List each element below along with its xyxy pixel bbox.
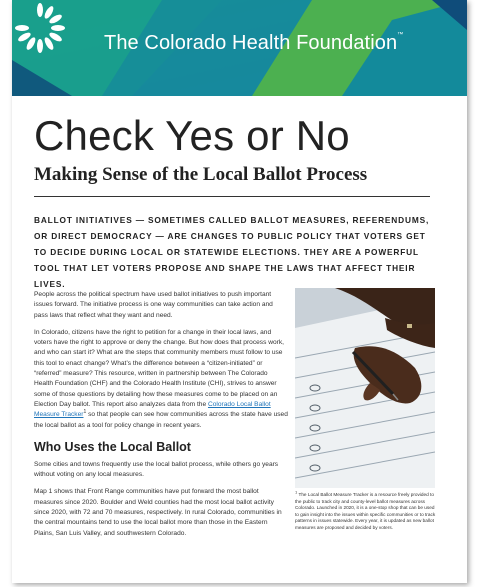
section-heading: Who Uses the Local Ballot — [34, 439, 191, 454]
footnote — [295, 489, 437, 532]
org-name-text: The Colorado Health Foundation — [104, 32, 398, 54]
body-paragraph-2-text: In Colorado, citizens have the right to petition for a change in their local laws, and voters have the right to approve or deny the change. But how does that process work, and who can start it? What are the steps that community members must follow to use this tool to enact change? What’s the difference between a “citizen-initiated” or “referred” measure? This resource, written in partnership between The Colorado Health Foundation (CHF) and the Colorado Health Institute (CHI), strives to answer some of those questions by detailing how these measures come to be placed on an Election Day ballot. This report also analyzes data from the — [34, 328, 284, 408]
body-paragraph-2-end: so that people can see how communities across the state have used the local ballot as a tool for policy change in recent years. — [34, 411, 288, 429]
body-paragraph-2 — [34, 328, 288, 431]
document-subtitle: Making Sense of the Local Ballot Process — [34, 164, 368, 185]
ballot-photo — [295, 288, 435, 488]
body-paragraph-4: Map 1 shows that Front Range communities have put forward the most ballot measures since 2020. Boulder and Weld counties had the most local ballot activity since 2020, with 72 and 70 measures, respectively. In rural Colorado, communities in the central mountains tend to use the local ballot more than those in the Eastern Plains, San Luis Valley, and southwestern Colorado. — [34, 488, 282, 537]
document-title: Check Yes or No — [34, 112, 350, 159]
ballot-photo-image — [295, 288, 435, 488]
title-divider — [34, 196, 430, 197]
document-page — [12, 0, 467, 583]
ballot-tracker-link[interactable]: Colorado Local Ballot Measure Tracker — [34, 400, 271, 419]
lead-paragraph: BALLOT INITIATIVES — SOMETIMES CALLED BALLOT MEASURES, REFERENDUMS, OR DIRECT DEMOCRACY — ARE CHANGES TO PUBLIC POLICY THAT VOTERS GET TO DECIDE DURING LOCAL OR STATEWIDE ELECTIONS. THEY ARE A POWERFUL TOOL THAT LET VOTERS PROPOSE AND SHAPE THE LAWS THAT AFFECT THEIR LIVES. — [34, 215, 430, 289]
footnote-text: The Local Ballot Measure Tracker is a resource freely provided to the public to track city and county-level ballot measures across Colorado. Launched in 2020, it is a one-stop shop that can be used to gain insight into the issues within specific communities or to track patterns in issues statewide. Every year, it is updated as new ballot measures are proposed and decided by voters. — [295, 492, 436, 530]
body-paragraph-3: Some cities and towns frequently use the local ballot process, while others go years without voting on any local measures. — [34, 460, 279, 479]
org-name — [104, 32, 403, 55]
foundation-logo-icon — [12, 0, 68, 56]
footnote-reference: 1 — [83, 409, 87, 416]
body-column — [34, 290, 288, 546]
body-paragraph-1: People across the political spectrum have used ballot initiatives to push important issues forward. The initiative process is one way communities can take action and pass laws that reflect what they want and need. — [34, 291, 273, 319]
trademark-symbol: ™ — [397, 32, 404, 38]
footnote-mark: 1 — [295, 489, 298, 495]
header-banner — [12, 0, 467, 96]
